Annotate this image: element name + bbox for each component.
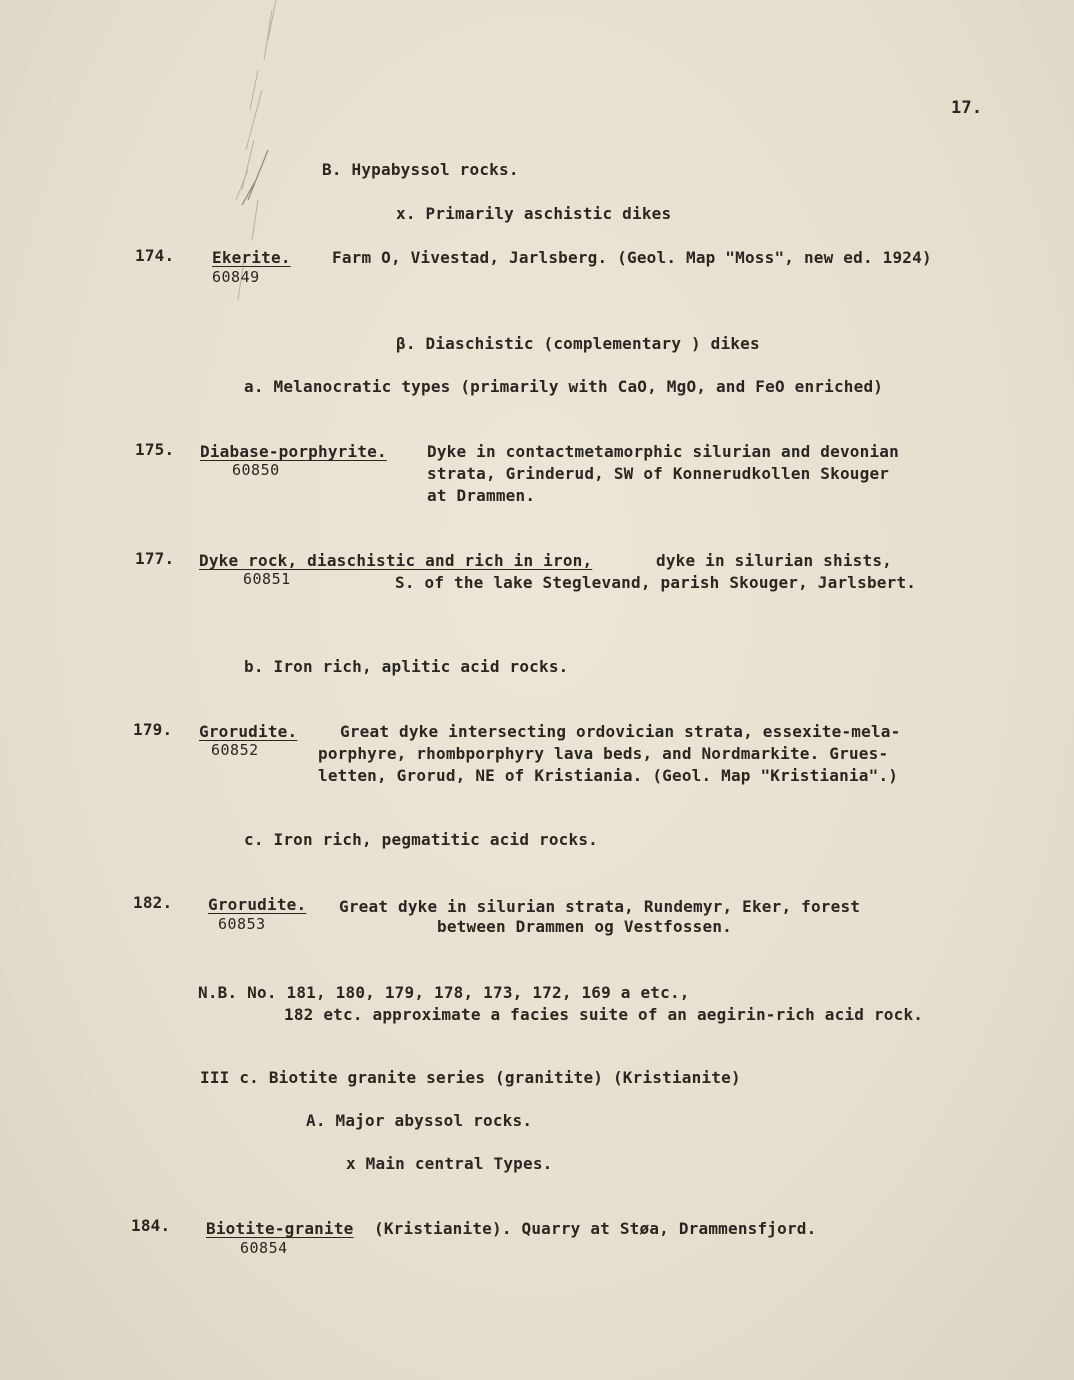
entry-description-line: S. of the lake Steglevand, parish Skouger, Jarlsbert. — [395, 573, 917, 592]
rock-name: Grorudite. — [199, 722, 298, 741]
entry-description-line: between Drammen og Vestfossen. — [437, 917, 732, 936]
entry-number: 174. — [135, 246, 175, 265]
catalog-number: 60851 — [243, 570, 291, 588]
catalog-number: 60850 — [232, 461, 280, 479]
series-heading: III c. Biotite granite series (granitite) (Kristianite) — [200, 1068, 741, 1087]
subsection-heading-x: x. Primarily aschistic dikes — [396, 204, 672, 223]
entry-description: Farm O, Vivestad, Jarlsberg. (Geol. Map "Moss", new ed. 1924) — [332, 248, 932, 267]
entry-description-line: porphyre, rhombporphyry lava beds, and Nordmarkite. Grues- — [318, 744, 889, 763]
subsection-heading-c: c. Iron rich, pegmatitic acid rocks. — [244, 830, 598, 849]
rock-name: Grorudite. — [208, 895, 307, 914]
section-heading-major: A. Major abyssol rocks. — [306, 1111, 533, 1130]
entry-description-line: at Drammen. — [427, 486, 536, 505]
entry-description-line: Great dyke intersecting ordovician strata, essexite-mela- — [340, 722, 901, 741]
entry-description-line: strata, Grinderud, SW of Konnerudkollen Skouger — [427, 464, 890, 483]
entry-number: 177. — [135, 549, 175, 568]
rock-name: Biotite-granite — [206, 1219, 354, 1238]
note-line: N.B. No. 181, 180, 179, 178, 173, 172, 169 a etc., — [198, 983, 690, 1002]
subsection-heading-b: b. Iron rich, aplitic acid rocks. — [244, 657, 569, 676]
page-number: 17. — [951, 98, 983, 118]
entry-description-line: letten, Grorud, NE of Kristiania. (Geol. Map "Kristiania".) — [318, 766, 899, 785]
catalog-number: 60849 — [212, 268, 260, 286]
catalog-number: 60852 — [211, 741, 259, 759]
rock-name: Dyke rock, diaschistic and rich in iron, — [199, 551, 593, 570]
subsection-heading-diaschistic: β. Diaschistic (complementary ) dikes — [396, 334, 760, 353]
subsection-heading-a: a. Melanocratic types (primarily with CaO, MgO, and FeO enriched) — [244, 377, 884, 396]
entry-number: 184. — [131, 1216, 171, 1235]
entry-description-line: Dyke in contactmetamorphic silurian and devonian — [427, 442, 899, 461]
entry-number: 175. — [135, 440, 175, 459]
note-line: 182 etc. approximate a facies suite of an aegirin-rich acid rock. — [284, 1005, 924, 1024]
entry-description: (Kristianite). Quarry at Støa, Drammensfjord. — [374, 1219, 817, 1238]
catalog-number: 60854 — [240, 1239, 288, 1257]
rock-name: Ekerite. — [212, 248, 291, 267]
subsection-heading-main: x Main central Types. — [346, 1154, 553, 1173]
entry-description-line: Great dyke in silurian strata, Rundemyr, Eker, forest — [339, 897, 861, 916]
entry-number: 179. — [133, 720, 173, 739]
entry-description-line: dyke in silurian shists, — [656, 551, 892, 570]
entry-number: 182. — [133, 893, 173, 912]
rock-name: Diabase-porphyrite. — [200, 442, 387, 461]
catalog-number: 60853 — [218, 915, 266, 933]
section-heading-b: B. Hypabyssol rocks. — [322, 160, 519, 179]
